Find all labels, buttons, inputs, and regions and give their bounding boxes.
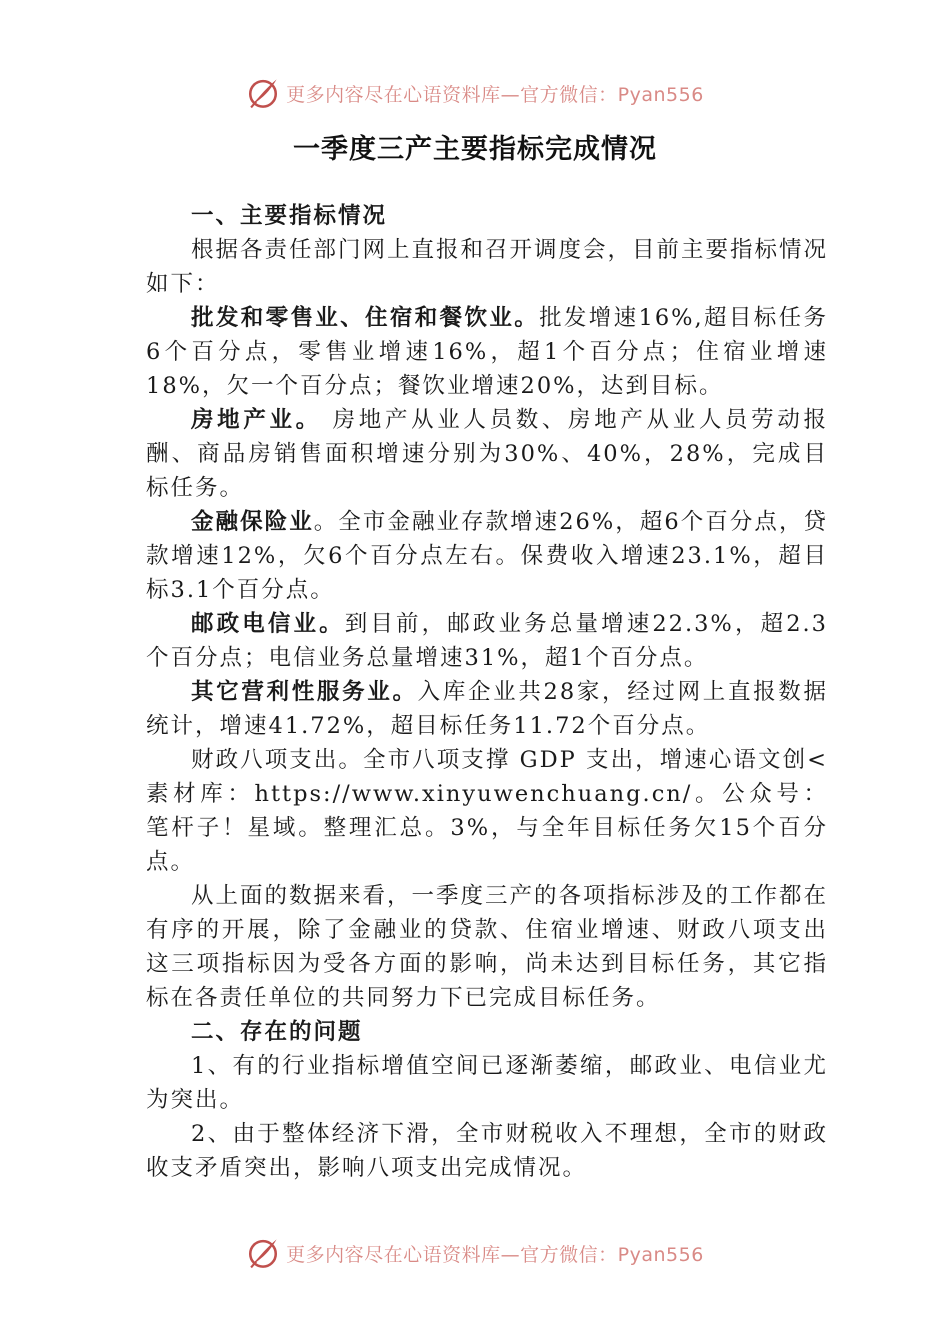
paragraph-lead: 批发和零售业、住宿和餐饮业。 (191, 305, 540, 331)
paragraph-lead: 金融保险业 (191, 509, 314, 535)
paragraph-lead: 房地产业。 (191, 407, 322, 433)
paragraph-lead: 其它营利性服务业。 (191, 679, 418, 705)
paragraph-wholesale-retail (146, 301, 828, 403)
paragraph-postal-telecom (146, 607, 828, 675)
section-heading-1: 一、主要指标情况 (191, 203, 388, 229)
document-title: 一季度三产主要指标完成情况 (293, 134, 657, 165)
paragraph-real-estate (146, 403, 828, 505)
paragraph-text: 入库企业共28家，经过网上直报数据统计，增速41.72%，超目标任务11.72个百分点。 (146, 679, 828, 739)
footer-banner (0, 1233, 950, 1273)
banner-text: 更多内容尽在心语资料库—官方微信：Pyan556 (286, 83, 704, 106)
paragraph-finance-insurance (146, 505, 828, 607)
quill-logo-icon (246, 76, 280, 110)
paragraph-fiscal-spending: 财政八项支出。全市八项支撑 GDP 支出，增速心语文创<素材库：https://www.xinyuwenchuang.cn/。公众号：笔杆子！星域。整理汇总。3%，与全年目标任务欠15个百分点。 (146, 747, 828, 875)
summary-paragraph: 从上面的数据来看，一季度三产的各项指标涉及的工作都在有序的开展，除了金融业的贷款、住宿业增速、财政八项支出这三项指标因为受各方面的影响，尚未达到目标任务，其它指标在各责任单位的共同努力下已完成目标任务。 (146, 883, 829, 1011)
document-body (146, 199, 828, 1185)
paragraph-text: 批发增速16%,超目标任务6个百分点，零售业增速16%，超1个百分点；住宿业增速18%，欠一个百分点；餐饮业增速20%，达到目标。 (146, 305, 828, 399)
problem-item-2: 2、由于整体经济下滑，全市财税收入不理想，全市的财政收支矛盾突出，影响八项支出完成情况。 (146, 1121, 828, 1181)
problem-item-1: 1、有的行业指标增值空间已逐渐萎缩，邮政业、电信业尤为突出。 (146, 1053, 828, 1113)
paragraph-text: 到目前，邮政业务总量增速22.3%，超2.3个百分点；电信业务总量增速31%，超1个百分点。 (146, 611, 828, 671)
paragraph-lead: 邮政电信业。 (191, 611, 345, 637)
intro-paragraph: 根据各责任部门网上直报和召开调度会，目前主要指标情况如下： (146, 237, 829, 297)
quill-logo-icon (246, 1236, 280, 1270)
header-banner (0, 73, 950, 113)
paragraph-text: 。全市金融业存款增速26%，超6个百分点，贷款增速12%，欠6个百分点左右。保费收入增速23.1%，超目标3.1个百分点。 (146, 509, 828, 603)
paragraph-text: 房地产从业人员数、房地产从业人员劳动报酬、商品房销售面积增速分别为30%、40%，28%，完成目标任务。 (146, 407, 828, 501)
banner-text: 更多内容尽在心语资料库—官方微信：Pyan556 (286, 1243, 704, 1266)
paragraph-other-services (146, 675, 828, 743)
section-heading-2: 二、存在的问题 (191, 1019, 363, 1045)
